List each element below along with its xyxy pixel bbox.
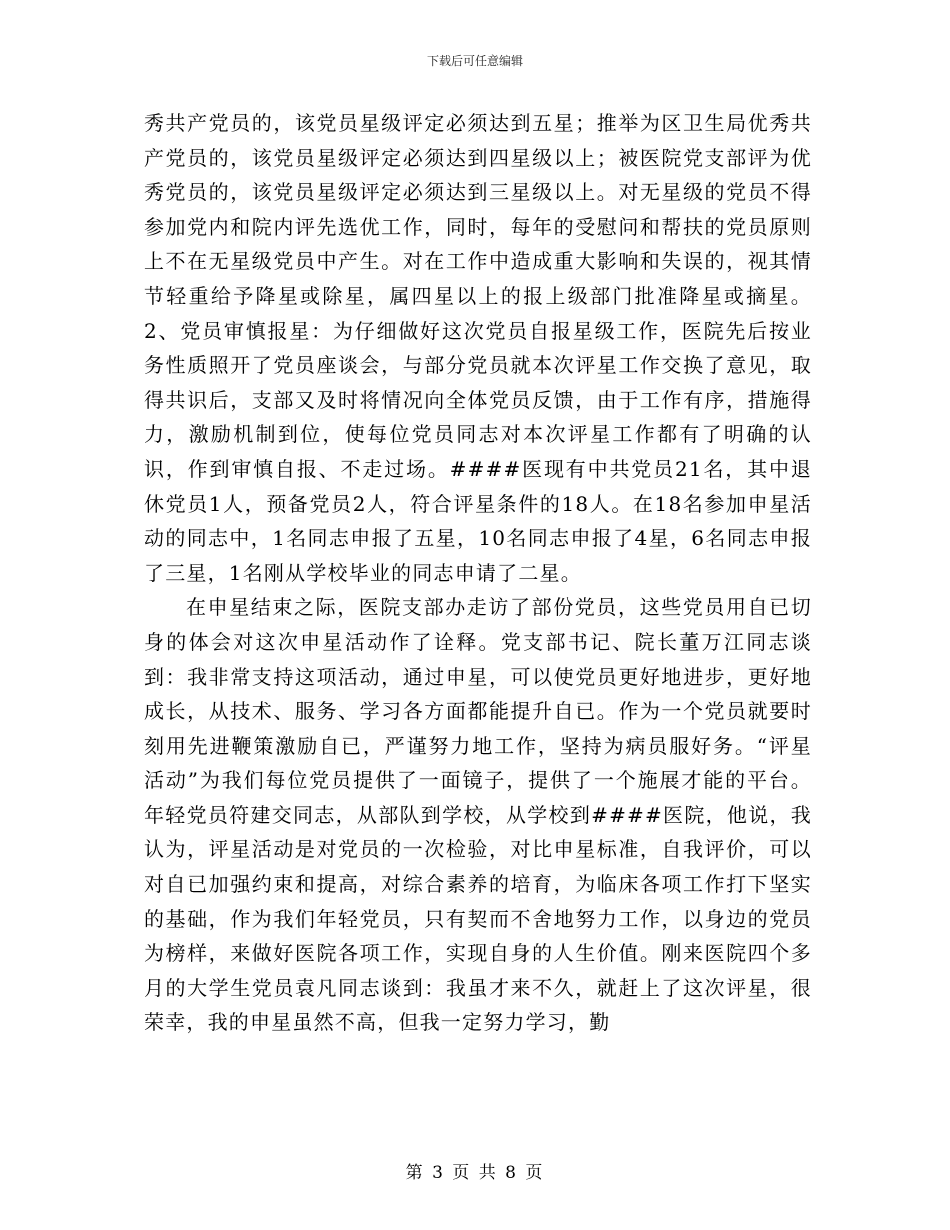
paragraph-2: 在申星结束之际，医院支部办走访了部份党员，这些党员用自已切身的体会对这次申星活动作了诠释。党支部书记、院长董万江同志谈到：我非常支持这项活动，通过申星，可以使党员更好地进步，更好地成长，从技术、服务、学习各方面都能提升自已。作为一个党员就要时刻用先进鞭策激励自已，严谨努力地工作，坚持为病员服好务。“评星活动”为我们每位党员提供了一面镜子，提供了一个施展才能的平台。年轻党员符建交同志，从部队到学校，从学校到####医院，他说，我认为，评星活动是对党员的一次检验，对比申星标准，自我评价，可以对自已加强约束和提高，对综合素养的培育，为临床各项工作打下坚实的基础，作为我们年轻党员，只有契而不舍地努力工作，以身边的党员为榜样，来做好医院各项工作，实现自身的人生价值。刚来医院四个多月的大学生党员袁凡同志谈到：我虽才来不久，就赶上了这次评星，很荣幸，我的申星虽然不高，但我一定努力学习，勤 (144, 595, 812, 1035)
document-body (144, 106, 812, 1040)
page-header-note: 下载后可任意编辑 (426, 54, 523, 68)
paragraph-1: 秀共产党员的，该党员星级评定必须达到五星；推举为区卫生局优秀共产党员的，该党员星级评定必须达到四星级以上；被医院党支部评为优秀党员的，该党员星级评定必须达到三星级以上。对无星级的党员不得参加党内和院内评先选优工作，同时，每年的受慰问和帮扶的党员原则上不在无星级党员中产生。对在工作中造成重大影响和失误的，视其情节轻重给予降星或除星，属四星以上的报上级部门批准降星或摘星。2、党员审慎报星：为仔细做好这次党员自报星级工作，医院先后按业务性质照开了党员座谈会，与部分党员就本次评星工作交换了意见，取得共识后，支部又及时将情况向全体党员反馈，由于工作有序，措施得力，激励机制到位，使每位党员同志对本次评星工作都有了明确的认识，作到审慎自报、不走过场。####医现有中共党员21名，其中退休党员1人，预备党员2人，符合评星条件的18人。在18名参加申星活动的同志中，1名同志申报了五星，10名同志申报了4星，6名同志申报了三星，1名刚从学校毕业的同志申请了二星。 (144, 111, 812, 585)
page-number: 第 3 页 共 8 页 (405, 1163, 545, 1183)
